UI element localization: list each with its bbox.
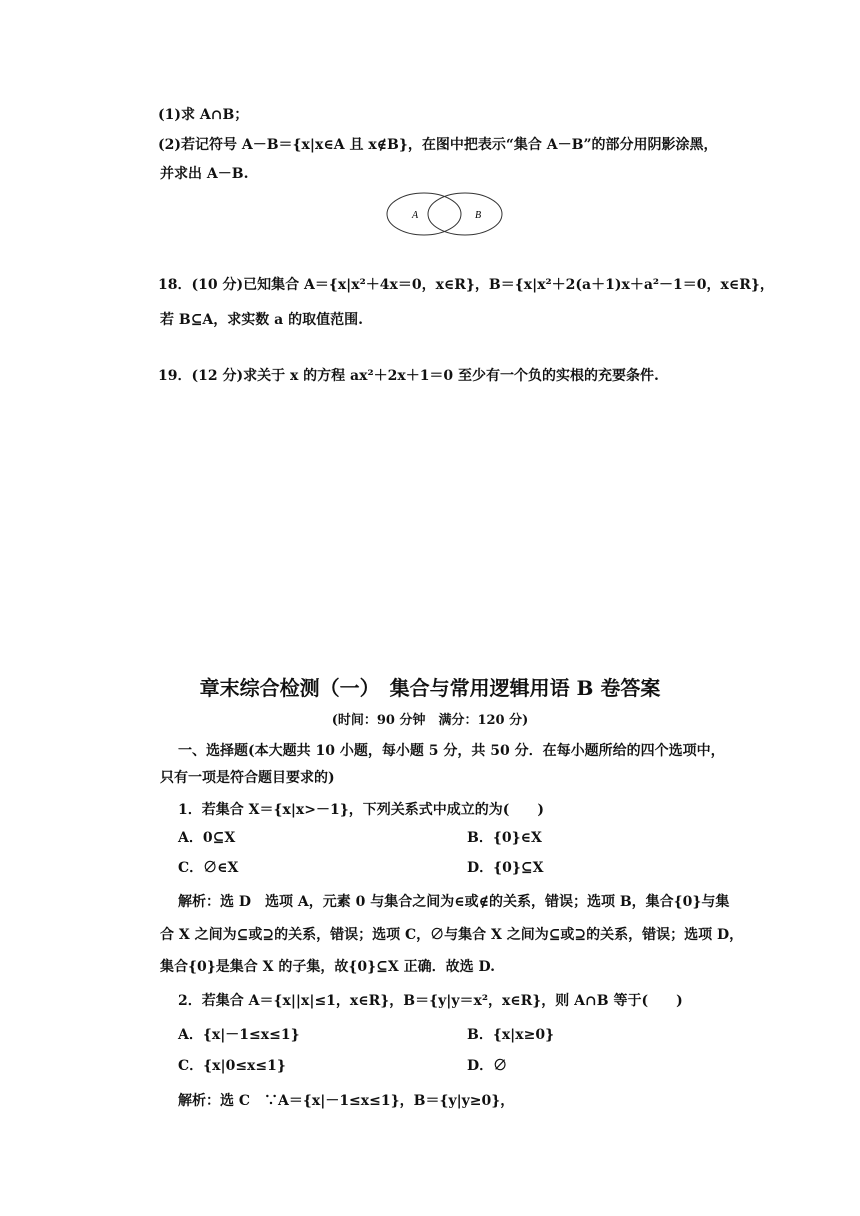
question-2-option-a: A．{x|－1≤x≤1} — [178, 1027, 300, 1043]
question-2-option-d: D．∅ — [467, 1058, 508, 1074]
answers-subtitle: (时间：90 分钟 满分：120 分) — [331, 713, 529, 728]
question-2-explanation: 解析：选 C ∵A＝{x|－1≤x≤1}，B＝{y|y≥0}， — [178, 1093, 515, 1109]
question-1-option-d: D．{0}⊆X — [467, 860, 544, 876]
venn-set-a — [387, 193, 461, 235]
question-1-explanation-2: 合 X 之间为⊆或⊇的关系，错误；选项 C，∅与集合 X 之间为⊆或⊇的关系，错误；选项 D， — [160, 927, 744, 943]
question-17-part-2-cont: 并求出 A－B. — [160, 166, 249, 182]
section-heading: 一、选择题(本大题共 10 小题，每小题 5 分，共 50 分．在每小题所给的四个选项中， — [178, 743, 725, 759]
question-19: 19．(12 分)求关于 x 的方程 ax²＋2x＋1＝0 至少有一个负的实根的充要条件. — [158, 368, 659, 384]
question-1-option-b: B．{0}∈X — [467, 830, 542, 846]
section-heading-cont: 只有一项是符合题目要求的) — [160, 770, 335, 786]
venn-label-a: A — [412, 210, 419, 221]
venn-diagram[interactable] — [384, 190, 506, 238]
question-1-explanation: 解析：选 D 选项 A，元素 0 与集合之间为∈或∉的关系，错误；选项 B，集合{0}与集 — [178, 894, 730, 910]
venn-set-b — [428, 193, 502, 235]
question-17-part-2: (2)若记符号 A－B＝{x|x∈A 且 x∉B}，在图中把表示“集合 A－B”的部分用阴影涂黑， — [158, 137, 718, 153]
question-2-option-c: C．{x|0≤x≤1} — [178, 1058, 286, 1074]
question-2-option-b: B．{x|x≥0} — [467, 1027, 555, 1043]
question-1-option-a: A．0⊆X — [178, 830, 236, 846]
answers-title: 章末综合检测（一） 集合与常用逻辑用语 B 卷答案 — [199, 676, 661, 700]
question-1-explanation-3: 集合{0}是集合 X 的子集，故{0}⊆X 正确．故选 D. — [160, 959, 495, 975]
question-1-option-c: C．∅∈X — [178, 860, 239, 876]
question-2-stem: 2．若集合 A＝{x||x|≤1，x∈R}，B＝{y|y＝x²，x∈R}，则 A∩B 等于( ) — [178, 993, 683, 1009]
question-17-part-1: (1)求 A∩B； — [158, 107, 249, 123]
venn-label-b: B — [475, 210, 482, 221]
question-1-stem: 1．若集合 X＝{x|x>－1}，下列关系式中成立的为( ) — [178, 802, 544, 818]
question-18-cont: 若 B⊆A，求实数 a 的取值范围. — [160, 312, 363, 328]
question-18: 18．(10 分)已知集合 A＝{x|x²＋4x＝0，x∈R}，B＝{x|x²＋2(a＋1)x＋a²－1＝0，x∈R}， — [158, 277, 774, 293]
